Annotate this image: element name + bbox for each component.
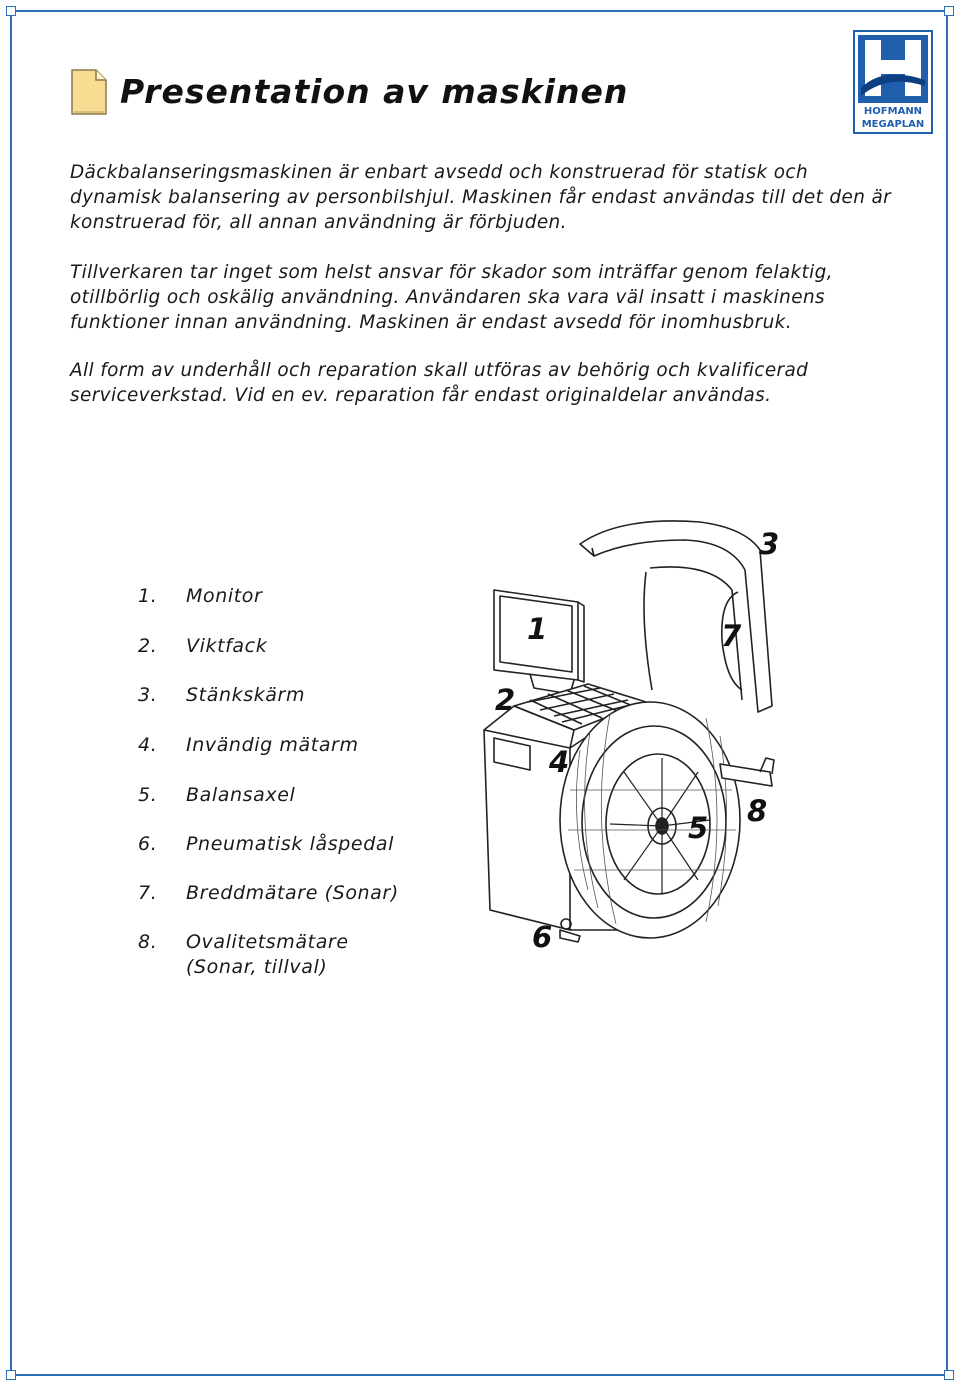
legend-number: 3. (138, 684, 158, 706)
page-title: Presentation av maskinen (120, 72, 629, 111)
frame-corner (6, 1370, 16, 1380)
callout-1: 1 (527, 612, 548, 646)
legend-item (138, 783, 295, 808)
legend-label: Breddmätare (Sonar) (186, 882, 399, 904)
legend-label: Stänkskärm (186, 684, 306, 706)
legend-number: 1. (138, 585, 158, 607)
legend-item (138, 930, 386, 980)
frame-corner (944, 6, 954, 16)
legend-label: Viktfack (186, 635, 268, 657)
wheel-balancer-illustration (470, 510, 800, 980)
document-icon (70, 68, 108, 116)
legend-number: 4. (138, 734, 158, 756)
legend-number: 7. (138, 882, 158, 904)
callout-5: 5 (688, 811, 709, 845)
legend-label: Ovalitetsmätare (Sonar, tillval) (186, 931, 349, 978)
logo-text-line1: HOFMANN (863, 106, 923, 117)
callout-6: 6 (532, 920, 553, 954)
frame-corner (6, 6, 16, 16)
callout-8: 8 (747, 794, 768, 828)
liability-paragraph: Tillverkaren tar inget som helst ansvar för skador som inträffar genom felaktig, otillbörlig och oskälig användning. Användaren ska vara väl insatt i maskinens funktioner innan användning. Maskinen är endast avsedd för inomhusbruk. (70, 262, 834, 333)
legend-number: 8. (138, 931, 158, 953)
legend-item (138, 683, 305, 708)
intro-paragraph: Däckbalanseringsmaskinen är enbart avsedd och konstruerad för statisk och dynamisk balansering av personbilshjul. Maskinen får endast användas till det den är konstruerad för, all annan användning är förbjuden. (70, 162, 892, 233)
callout-2: 2 (495, 683, 516, 717)
logo-text-line2: MEGAPLAN (861, 119, 925, 130)
legend-number: 5. (138, 784, 158, 806)
hofmann-megaplan-logo (853, 30, 933, 134)
legend-number: 2. (138, 635, 158, 657)
maintenance-paragraph: All form av underhåll och reparation skall utföras av behörig och kvalificerad serviceverkstad. Vid en ev. reparation får endast originaldelar användas. (70, 360, 809, 406)
legend-label: Invändig mätarm (186, 734, 359, 756)
legend-item (138, 584, 262, 609)
legend-item (138, 733, 359, 758)
legend-label: Pneumatisk låspedal (186, 833, 395, 855)
legend-label: Monitor (186, 585, 263, 607)
legend-item (138, 881, 399, 906)
legend-label: Balansaxel (186, 784, 296, 806)
callout-3: 3 (759, 527, 780, 561)
callout-4: 4 (549, 745, 570, 779)
legend-number: 6. (138, 833, 158, 855)
legend-item (138, 634, 267, 659)
legend-item (138, 832, 394, 857)
frame-corner (944, 1370, 954, 1380)
callout-7: 7 (721, 619, 742, 653)
